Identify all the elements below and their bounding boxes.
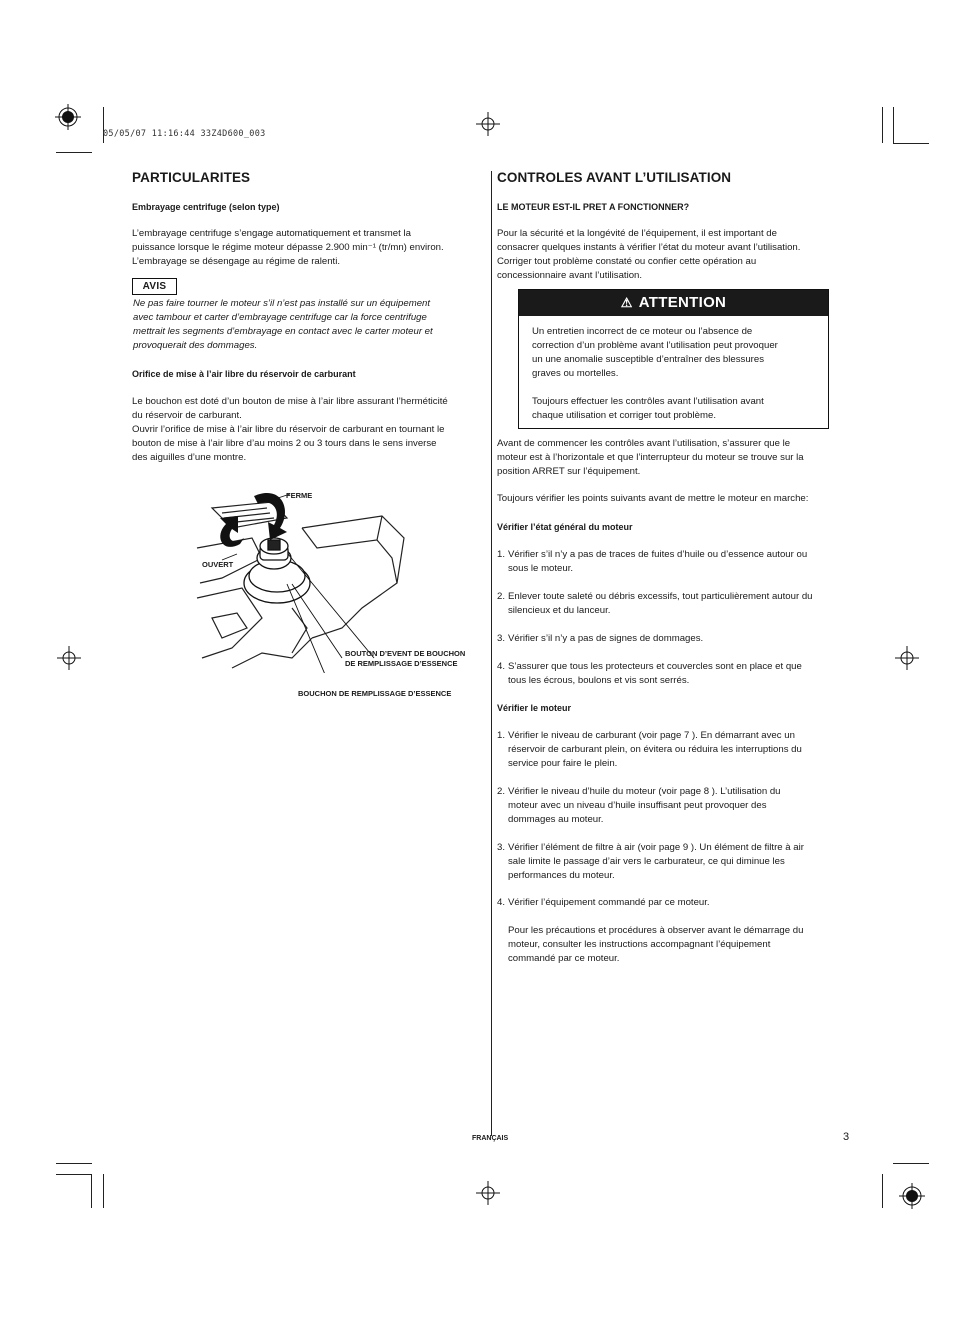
subheading-vent: Orifice de mise à l’air libre du réservoir de carburant: [132, 369, 356, 379]
avis-label: AVIS: [132, 278, 177, 295]
registration-target-icon: [55, 104, 81, 130]
list-item: 3. Vérifier l’élément de filtre à air (voir page 9 ). Un élément de filtre à air sale limite le passage d’air vers le carburateur, ce qui diminue les performances du moteur.: [497, 842, 804, 881]
attention-text-2: Toujours effectuer les contrôles avant l’utilisation avant chaque utilisation et corriger tout problème.: [532, 396, 764, 421]
paragraph-before-checks: Avant de commencer les contrôles avant l’utilisation, s’assurer que le moteur est à l’horizontale et que l’interrupteur du moteur se trouve sur la position ARRET sur l’équipement.: [497, 438, 804, 477]
attention-header: ⚠ ATTENTION: [519, 290, 828, 316]
attention-box: [518, 289, 829, 429]
fuel-cap-illustration: [192, 488, 412, 673]
paragraph-always-check: Toujours vérifier les points suivants avant de mettre le moteur en marche:: [497, 493, 809, 504]
attention-text-1: Un entretien incorrect de ce moteur ou l’absence de correction d’un problème avant l’utilisation peut provoquer un une anomalie susceptible d’entraîner des blessures graves ou mortelles.: [532, 326, 778, 379]
paragraph-intro: Pour la sécurité et la longévité de l’équipement, il est important de consacrer quelques instants à vérifier l’état du moteur avant l’utilisation. Corriger tout problème constaté ou confier cette opération au concessionnaire avant l’utilisation.: [497, 228, 801, 281]
list-item: 4. S’assurer que tous les protecteurs et couvercles sont en place et que tous les écrous, boulons et vis sont serrés.: [497, 661, 802, 686]
subheading-general-state: Vérifier l’état général du moteur: [497, 522, 633, 532]
section-heading-controles: CONTROLES AVANT L’UTILISATION: [497, 170, 732, 185]
page-number: 3: [843, 1131, 850, 1143]
paragraph-clutch: L’embrayage centrifuge s’engage automatiquement et transmet la puissance lorsque le régime moteur dépasse 2.900 min⁻¹ (tr/mn) environ. L’embrayage se désengage au régime de ralenti.: [132, 228, 444, 267]
list-item: 4. Vérifier l’équipement commandé par ce moteur.: [497, 897, 710, 908]
crosshair-icon: [476, 1181, 500, 1205]
print-stamp: 05/05/07 11:16:44 33Z4D600_003: [103, 129, 266, 139]
list-item: 2. Vérifier le niveau d’huile du moteur (voir page 8 ). L’utilisation du moteur avec un niveau d’huile insuffisant peut provoquer des dommages au moteur.: [497, 786, 781, 825]
subheading-check-engine: Vérifier le moteur: [497, 703, 572, 713]
crosshair-icon: [57, 646, 81, 670]
registration-target-icon: [899, 1183, 925, 1209]
crosshair-icon: [895, 646, 919, 670]
list-item: 2. Enlever toute saleté ou débris excessifs, tout particulièrement autour du silencieux et du lanceur.: [497, 591, 813, 616]
list-item: 3. Vérifier s’il n’y a pas de signes de dommages.: [497, 633, 704, 644]
warning-triangle-icon: ⚠: [620, 295, 633, 310]
label-ferme: FERME: [286, 491, 313, 500]
paragraph-precautions: Pour les précautions et procédures à observer avant le démarrage du moteur, consulter les instructions accompagnant l’équipement commandé par ce moteur.: [508, 925, 804, 964]
column-divider: [491, 171, 492, 1136]
crosshair-icon: [476, 112, 500, 136]
label-ouvert: OUVERT: [202, 560, 234, 569]
list-item: 1. Vérifier le niveau de carburant (voir page 7 ). En démarrant avec un réservoir de carburant plein, on évitera ou réduira les interruptions du service pour faire le plein.: [497, 730, 802, 769]
subheading-ready: LE MOTEUR EST-IL PRET A FONCTIONNER?: [497, 202, 690, 212]
section-heading-particularites: PARTICULARITES: [132, 170, 251, 185]
list-item: 1. Vérifier s’il n’y a pas de traces de fuites d’huile ou d’essence autour ou sous le moteur.: [497, 549, 808, 574]
subheading-clutch: Embrayage centrifuge (selon type): [132, 202, 280, 212]
avis-text: Ne pas faire tourner le moteur s’il n’est pas installé sur un équipement avec tambour et carter d’embrayage centrifuge car la force centrifuge mettrait les segments d’embrayage en contact avec le carter moteur et provoquerait des dommages.: [133, 298, 433, 351]
footer-language: FRANÇAIS: [472, 1135, 509, 1142]
label-fuel-cap: BOUCHON DE REMPLISSAGE D’ESSENCE: [298, 689, 452, 698]
label-vent-knob: BOUTON D’EVENT DE BOUCHON DE REMPLISSAGE D’ESSENCE: [345, 649, 466, 668]
paragraph-vent: Le bouchon est doté d’un bouton de mise à l’air libre assurant l’herméticité du réservoir de carburant. Ouvrir l’orifice de mise à l’air libre du réservoir de carburant en tournant le bouton de mise à l’air libre d’au moins 2 ou 3 tours dans le sens inverse des aiguilles d’une montre.: [132, 396, 448, 463]
